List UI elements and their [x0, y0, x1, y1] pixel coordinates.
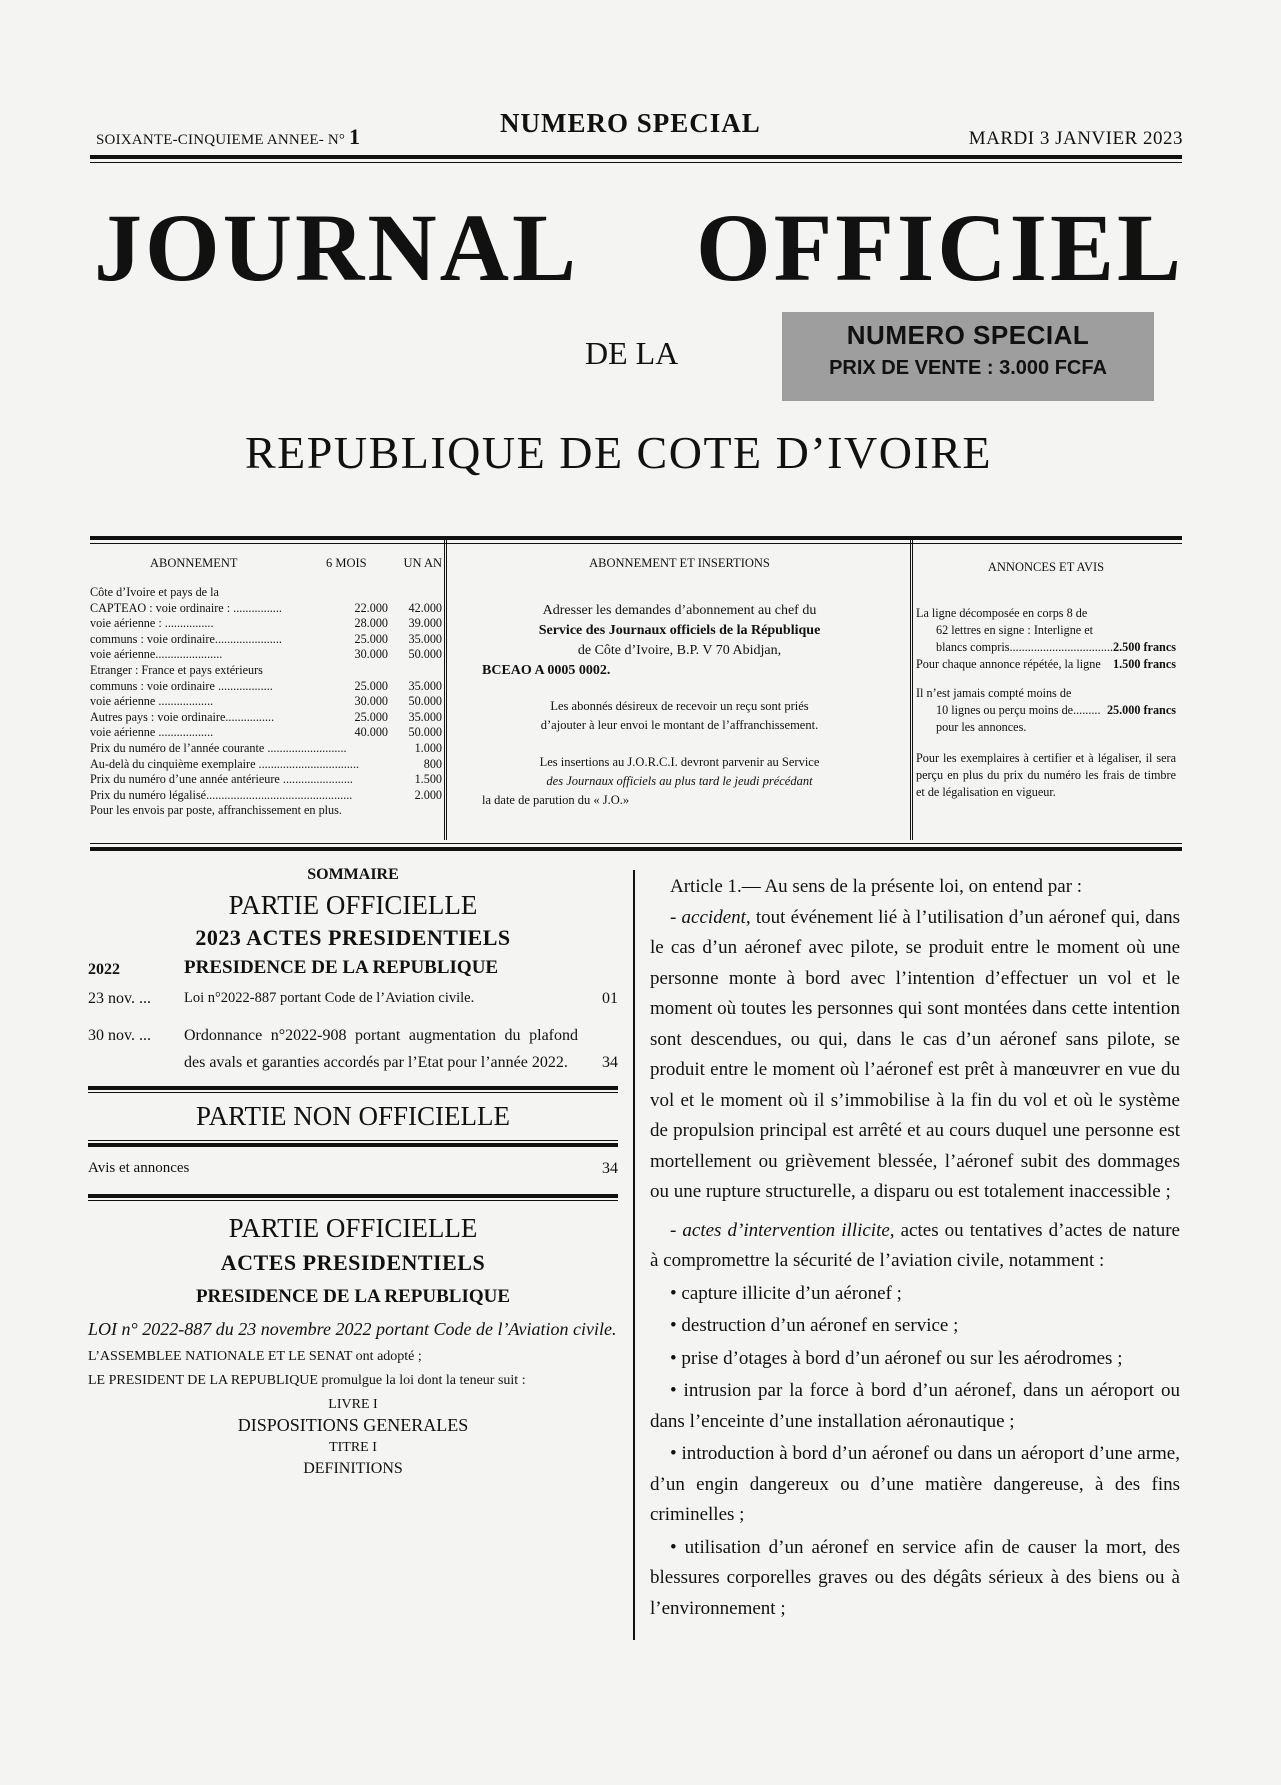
price-box-price: PRIX DE VENTE : 3.000 FCFA	[829, 357, 1107, 379]
bullet-item: • utilisation d’un aéronef en service afin de causer la mort, des blessures corporelles graves ou des dégâts sérieux à des biens ou à l’environnement ;	[650, 1536, 1180, 1619]
rate-6mois: 25.000	[354, 631, 388, 646]
article-1-column	[650, 872, 1180, 1624]
toc-entry[interactable]	[88, 1022, 618, 1076]
annonces-rate-row	[916, 702, 1176, 719]
rate-row	[90, 679, 442, 695]
masthead-word-journal: JOURNAL	[94, 194, 580, 301]
rate-an: 42.000	[408, 600, 442, 615]
rate-6mois: 30.000	[354, 647, 388, 662]
livre-heading: LIVRE I	[328, 1397, 378, 1412]
price-box	[782, 312, 1154, 401]
article-intro: Article 1.— Au sens de la présente loi, on entend par :	[670, 876, 1083, 897]
dispositions-heading: DISPOSITIONS GENERALES	[237, 1415, 469, 1435]
term-accident: accident,	[681, 906, 751, 928]
rate-label: communs : voie ordinaire ..................	[90, 678, 273, 693]
annonces-value: 25.000 francs	[1106, 703, 1176, 717]
rate-6mois: 25.000	[354, 709, 388, 724]
postage-note: Pour les envois par poste, affranchissement en plus.	[90, 803, 342, 818]
annonces-text: Pour chaque annonce répétée, la ligne	[916, 657, 1101, 671]
rate-an: 35.000	[408, 631, 442, 646]
abonnement-column	[90, 540, 442, 840]
price-value: 1.500	[414, 772, 442, 787]
toc-date: 30 nov. ...	[88, 1027, 151, 1044]
rate-label: Autres pays : voie ordinaire................	[90, 709, 275, 724]
section-rule-thin	[88, 1140, 618, 1141]
section-rule-thin	[88, 1200, 618, 1201]
toc-text: Ordonnance n°2022-908 portant augmentation du plafond des avals et garanties accordés par l’Etat pour l’année 2022.	[184, 1027, 578, 1071]
price-label: Prix du numéro de l’année courante ..........................	[90, 740, 347, 755]
toc-date: 23 nov. ...	[88, 990, 151, 1007]
insertions-text: BCEAO A 0005 0002.	[482, 663, 611, 678]
header-rule	[90, 155, 1182, 159]
section-rule	[88, 1194, 618, 1198]
insertions-text: d’ajouter à leur envoi le montant de l’affranchissement.	[540, 718, 819, 732]
subscription-box	[90, 540, 1180, 840]
rate-label: voie aérienne ..................	[90, 725, 214, 740]
toc-entry[interactable]	[88, 1155, 618, 1182]
insertions-text: Les abonnés désireux de recevoir un reçu sont priés	[550, 699, 809, 713]
price-value: 2.000	[414, 787, 442, 802]
toc-year: 2022	[88, 961, 120, 978]
rate-label: CAPTEAO : voie ordinaire : ................	[90, 600, 282, 615]
insertions-text: la date de parution du « J.O.»	[482, 793, 630, 807]
annonces-value: 2.500 francs	[1113, 640, 1176, 654]
insertions-heading: ABONNEMENT ET INSERTIONS	[589, 556, 770, 570]
col-6-mois: 6 MOIS	[326, 556, 367, 570]
definition-text: actes ou tentatives d’actes de nature à compromettre la sécurité de l’aviation civile, notamment :	[650, 1219, 1180, 1271]
presidence-heading: PRESIDENCE DE LA REPUBLIQUE	[184, 957, 499, 978]
rate-6mois: 22.000	[354, 600, 388, 615]
insertions-text: Service des Journaux officiels de la République	[538, 623, 821, 638]
column-separator	[633, 870, 635, 1640]
price-value: 1.000	[414, 740, 442, 755]
issue-number-value: 1	[349, 124, 361, 149]
issue-number	[96, 124, 360, 150]
promulgation-line: LE PRESIDENT DE LA REPUBLIQUE promulgue la loi dont la teneur suit :	[88, 1373, 526, 1388]
rate-6mois: 25.000	[354, 678, 388, 693]
rate-an: 35.000	[408, 709, 442, 724]
region-etranger: Etranger : France et pays extérieurs	[90, 662, 263, 677]
rate-label: communs : voie ordinaire......................	[90, 631, 282, 646]
annonces-text: Il n’est jamais compté moins de	[916, 686, 1072, 700]
price-row	[90, 741, 442, 757]
definition-text: tout événement lié à l’utilisation d’un aéronef qui, dans le cas d’un aéronef avec pilote, se produit entre le moment où une personne monte à bord avec l’intention d’effectuer un vol et le moment où toutes les personnes qui sont montées dans cette intention sont descendues, ou qui, dans le cas d’un aéronef sans pilote, se produit entre le moment où l’aéronef est prêt à manœuvrer en vue du vol et le moment où il s’immobilise à la fin du vol et où le système de propulsion principal est arrêté et au cours duquel une personne est mortellement ou grièvement blessée, l’aéronef subit des dommages ou une rupture structurelle, a disparu ou est totalement inaccessible ;	[650, 906, 1181, 1202]
presidence-body: PRESIDENCE DE LA REPUBLIQUE	[195, 1286, 511, 1307]
price-label: Au-delà du cinquième exemplaire .................................	[90, 756, 360, 771]
masthead-de-la: DE LA	[585, 335, 679, 371]
term-actes-illicite: actes d’intervention illicite,	[682, 1219, 895, 1241]
adoption-line: L’ASSEMBLEE NATIONALE ET LE SENAT ont adopté ;	[88, 1349, 422, 1364]
actes-presidentiels-body: ACTES PRESIDENTIELS	[220, 1250, 486, 1275]
annonces-heading: ANNONCES ET AVIS	[987, 560, 1105, 574]
law-title: LOI n° 2022-887 du 23 novembre 2022 portant Code de l’Aviation civile.	[88, 1319, 617, 1339]
rate-6mois: 30.000	[354, 694, 388, 709]
rate-row	[90, 632, 442, 648]
rate-an: 50.000	[408, 647, 442, 662]
price-label: Prix du numéro d’une année antérieure .......................	[90, 772, 353, 787]
abonnement-header	[90, 556, 442, 571]
rate-an: 39.000	[408, 616, 442, 631]
toc-page: 34	[602, 1160, 618, 1177]
masthead-title	[94, 194, 1184, 301]
info-bottom-rule	[90, 847, 1182, 851]
annonces-text: blancs compris..................................	[936, 640, 1114, 654]
issue-date: MARDI 3 JANVIER 2023	[968, 128, 1183, 149]
annonces-text: 62 lettres en signe : Interligne et	[936, 623, 1094, 637]
bullet-item: • introduction à bord d’un aéronef ou dans un aéroport d’une arme, d’un engin dangereux ou d’une matière dangereuse, à des fins criminelles ;	[650, 1443, 1180, 1525]
annonces-value: 1.500 francs	[1113, 657, 1176, 671]
annonces-column	[916, 540, 1176, 840]
rate-row	[90, 647, 442, 663]
partie-officielle-heading: PARTIE OFFICIELLE	[228, 890, 478, 920]
rate-an: 35.000	[408, 678, 442, 693]
annonces-rate-row	[916, 656, 1176, 673]
price-row	[90, 757, 442, 773]
annonces-text: 10 lignes ou perçu moins de.........	[936, 703, 1101, 717]
price-label: Prix du numéro légalisé................................................	[90, 787, 353, 802]
rate-6mois: 40.000	[354, 725, 388, 740]
rate-label: voie aérienne : ................	[90, 616, 214, 631]
section-rule-thin	[88, 1092, 618, 1093]
price-row	[90, 772, 442, 788]
insertions-text: Adresser les demandes d’abonnement au chef du	[542, 603, 817, 618]
header-rule-thin	[90, 162, 1182, 163]
info-bottom-rule-thin	[90, 843, 1182, 844]
annonces-rate-row	[916, 639, 1176, 656]
region-capteao: Côte d’Ivoire et pays de la	[90, 585, 219, 599]
sommaire-column	[88, 866, 618, 1478]
rate-label: voie aérienne......................	[90, 647, 223, 662]
rate-row	[90, 725, 442, 741]
partie-non-officielle-heading: PARTIE NON OFFICIELLE	[196, 1101, 510, 1131]
masthead-word-officiel: OFFICIEL	[695, 194, 1184, 301]
annonces-text: La ligne décomposée en corps 8 de	[916, 606, 1088, 620]
insertions-text: des Journaux officiels au plus tard le jeudi précédant	[546, 774, 813, 788]
bullet-item: • intrusion par la force à bord d’un aéronef, dans un aéroport ou dans l’enceinte d’une installation aéronautique ;	[650, 1380, 1180, 1432]
insertions-text: de Côte d’Ivoire, B.P. V 70 Abidjan,	[577, 643, 782, 658]
partie-officielle-heading-body: PARTIE OFFICIELLE	[228, 1213, 478, 1243]
col-un-an: UN AN	[403, 556, 442, 570]
rate-row	[90, 601, 442, 617]
toc-entry[interactable]	[88, 985, 618, 1012]
rate-row	[90, 616, 442, 632]
toc-page: 01	[602, 990, 618, 1007]
annonces-text: Pour les exemplaires à certifier et à légaliser, il sera perçu en plus du prix du numéro les frais de timbre et de légalisation en vigueur.	[916, 751, 1176, 799]
bullet-item: • prise d’otages à bord d’un aéronef ou sur les aérodromes ;	[670, 1347, 1123, 1369]
special-issue-label: NUMERO SPECIAL	[500, 108, 761, 138]
insertions-column	[452, 540, 907, 840]
toc-page: 34	[602, 1054, 618, 1071]
annonces-text: pour les annonces.	[936, 720, 1027, 734]
presidence-row	[88, 957, 618, 979]
rate-row	[90, 694, 442, 710]
price-value: 800	[423, 756, 442, 771]
abonnement-heading: ABONNEMENT	[150, 556, 238, 570]
toc-text: Avis et annonces	[88, 1160, 190, 1176]
section-rule	[88, 1086, 618, 1090]
rate-an: 50.000	[408, 725, 442, 740]
rate-row	[90, 710, 442, 726]
sommaire-title: SOMMAIRE	[307, 866, 399, 883]
bullet-item: • capture illicite d’un aéronef ;	[670, 1282, 902, 1304]
column-divider	[444, 540, 450, 840]
republic-title: REPUBLIQUE DE COTE D’IVOIRE	[245, 427, 993, 478]
price-row	[90, 788, 442, 804]
rate-an: 50.000	[408, 694, 442, 709]
insertions-text: Les insertions au J.O.R.C.I. devront parvenir au Service	[539, 755, 820, 769]
toc-text: Loi n°2022-887 portant Code de l’Aviation civile.	[184, 990, 475, 1006]
titre-heading: TITRE I	[329, 1440, 377, 1455]
actes-presidentiels-heading: 2023 ACTES PRESIDENTIELS	[195, 925, 511, 950]
definitions-heading: DEFINITIONS	[303, 1460, 403, 1477]
definition-actes: - actes d’intervention illicite, actes ou tentatives d’actes de nature à compromettre la sécurité de l’aviation civile, notamment :	[650, 1219, 1180, 1271]
price-box-title: NUMERO SPECIAL	[846, 320, 1090, 350]
definition-accident: - accident, tout événement lié à l’utilisation d’un aéronef qui, dans le cas d’un aéronef avec pilote, se produit entre le moment où une personne monte à bord avec l’intention d’effectuer un vol et le moment où toutes les personnes qui sont montées dans cette intention sont descendues, ou qui, dans le cas d’un aéronef sans pilote, se produit entre le moment où l’aéronef est prêt à manœuvrer en vue du vol et le moment où il s’immobilise à la fin du vol et où le système de propulsion principal est arrêté et au cours duquel une personne est mortellement ou grièvement blessée, l’aéronef subit des dommages ou une rupture structurelle, a disparu ou est totalement inaccessible ;	[650, 906, 1181, 1202]
rate-6mois: 28.000	[354, 616, 388, 631]
bullet-item: • destruction d’un aéronef en service ;	[670, 1315, 959, 1336]
section-rule	[88, 1143, 618, 1147]
issue-prefix: SOIXANTE-CINQUIEME ANNEE- N°	[96, 132, 346, 148]
rate-label: voie aérienne ..................	[90, 694, 214, 709]
